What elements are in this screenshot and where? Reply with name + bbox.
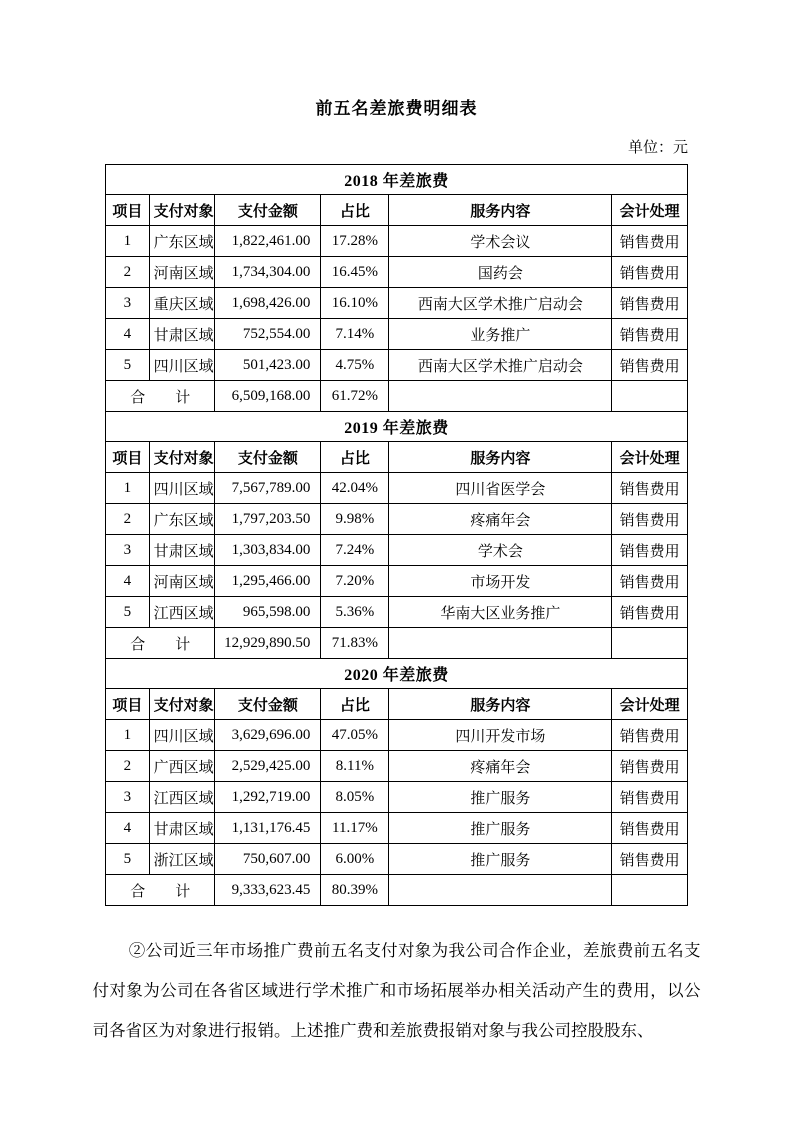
total-amount: 6,509,168.00 <box>215 381 321 412</box>
cell-ratio: 4.75% <box>321 350 389 381</box>
cell-service: 四川开发市场 <box>389 720 612 751</box>
cell-ratio: 5.36% <box>321 597 389 628</box>
cell-payee: 浙江区域 <box>149 844 215 875</box>
cell-payee: 四川区域 <box>149 473 215 504</box>
total-ratio: 80.39% <box>321 875 389 906</box>
cell-accounting: 销售费用 <box>612 813 688 844</box>
section-header-2019 <box>106 412 688 442</box>
cell-amount: 1,292,719.00 <box>215 782 321 813</box>
cell-ratio: 42.04% <box>321 473 389 504</box>
unit-label: 单位：元 <box>627 140 688 156</box>
cell-accounting: 销售费用 <box>612 257 688 288</box>
cell-ratio: 7.24% <box>321 535 389 566</box>
total-label: 合 计 <box>106 628 215 659</box>
cell-item: 1 <box>106 473 150 504</box>
col-header-service: 服务内容 <box>389 689 612 720</box>
cell-item: 5 <box>106 597 150 628</box>
cell-service: 推广服务 <box>389 782 612 813</box>
cell-accounting: 销售费用 <box>612 844 688 875</box>
cell-amount: 501,423.00 <box>215 350 321 381</box>
table-row <box>106 226 688 257</box>
cell-amount: 750,607.00 <box>215 844 321 875</box>
cell-payee: 广东区域 <box>149 504 215 535</box>
total-ratio: 61.72% <box>321 381 389 412</box>
section-year-label: 2020 年差旅费 <box>106 659 688 689</box>
cell-accounting: 销售费用 <box>612 566 688 597</box>
table-row <box>106 504 688 535</box>
cell-accounting: 销售费用 <box>612 473 688 504</box>
cell-ratio: 11.17% <box>321 813 389 844</box>
table-row <box>106 350 688 381</box>
table-row <box>106 257 688 288</box>
cell-ratio: 47.05% <box>321 720 389 751</box>
empty-cell <box>612 628 688 659</box>
cell-amount: 1,303,834.00 <box>215 535 321 566</box>
table-row <box>106 597 688 628</box>
empty-cell <box>389 628 612 659</box>
cell-amount: 1,797,203.50 <box>215 504 321 535</box>
total-row <box>106 381 688 412</box>
col-header-ratio: 占比 <box>321 195 389 226</box>
cell-accounting: 销售费用 <box>612 504 688 535</box>
cell-item: 4 <box>106 813 150 844</box>
col-header-ratio: 占比 <box>321 442 389 473</box>
page-title: 前五名差旅费明细表 <box>315 99 478 118</box>
empty-cell <box>389 875 612 906</box>
cell-service: 四川省医学会 <box>389 473 612 504</box>
footnote-paragraph: ②公司近三年市场推广费前五名支付对象为我公司合作企业，差旅费前五名支付对象为公司在各省区域进行学术推广和市场拓展举办相关活动产生的费用，以公司各省区为对象进行报销。上述推广费和差旅费报销对象与我公司控股股东、 <box>92 941 701 1040</box>
cell-service: 疼痛年会 <box>389 504 612 535</box>
cell-item: 5 <box>106 844 150 875</box>
section-header-2018 <box>106 165 688 195</box>
cell-item: 3 <box>106 535 150 566</box>
section-header-2020 <box>106 659 688 689</box>
cell-ratio: 6.00% <box>321 844 389 875</box>
col-header-payee: 支付对象 <box>149 689 215 720</box>
cell-amount: 965,598.00 <box>215 597 321 628</box>
cell-service: 西南大区学术推广启动会 <box>389 288 612 319</box>
cell-accounting: 销售费用 <box>612 288 688 319</box>
column-header-row <box>106 442 688 473</box>
col-header-accounting: 会计处理 <box>612 195 688 226</box>
cell-service: 业务推广 <box>389 319 612 350</box>
cell-service: 疼痛年会 <box>389 751 612 782</box>
cell-amount: 1,822,461.00 <box>215 226 321 257</box>
table-row <box>106 751 688 782</box>
col-header-item: 项目 <box>106 689 150 720</box>
cell-item: 1 <box>106 720 150 751</box>
travel-expense-table <box>105 164 688 906</box>
cell-payee: 甘肃区域 <box>149 535 215 566</box>
table-row <box>106 288 688 319</box>
col-header-amount: 支付金额 <box>215 689 321 720</box>
cell-item: 2 <box>106 257 150 288</box>
cell-amount: 1,698,426.00 <box>215 288 321 319</box>
col-header-service: 服务内容 <box>389 442 612 473</box>
col-header-accounting: 会计处理 <box>612 689 688 720</box>
cell-accounting: 销售费用 <box>612 597 688 628</box>
col-header-item: 项目 <box>106 195 150 226</box>
table-row <box>106 319 688 350</box>
cell-item: 3 <box>106 288 150 319</box>
cell-payee: 重庆区域 <box>149 288 215 319</box>
cell-payee: 四川区域 <box>149 350 215 381</box>
cell-accounting: 销售费用 <box>612 751 688 782</box>
total-amount: 9,333,623.45 <box>215 875 321 906</box>
cell-item: 1 <box>106 226 150 257</box>
cell-accounting: 销售费用 <box>612 319 688 350</box>
cell-amount: 752,554.00 <box>215 319 321 350</box>
cell-payee: 江西区域 <box>149 597 215 628</box>
cell-ratio: 7.20% <box>321 566 389 597</box>
section-year-label: 2019 年差旅费 <box>106 412 688 442</box>
cell-accounting: 销售费用 <box>612 782 688 813</box>
cell-ratio: 17.28% <box>321 226 389 257</box>
total-amount: 12,929,890.50 <box>215 628 321 659</box>
cell-service: 华南大区业务推广 <box>389 597 612 628</box>
total-label: 合 计 <box>106 875 215 906</box>
cell-payee: 河南区域 <box>149 566 215 597</box>
cell-ratio: 16.45% <box>321 257 389 288</box>
col-header-ratio: 占比 <box>321 689 389 720</box>
section-year-label: 2018 年差旅费 <box>106 165 688 195</box>
cell-item: 4 <box>106 319 150 350</box>
cell-item: 5 <box>106 350 150 381</box>
cell-accounting: 销售费用 <box>612 720 688 751</box>
cell-accounting: 销售费用 <box>612 350 688 381</box>
cell-service: 学术会 <box>389 535 612 566</box>
cell-payee: 河南区域 <box>149 257 215 288</box>
cell-payee: 广东区域 <box>149 226 215 257</box>
col-header-payee: 支付对象 <box>149 195 215 226</box>
cell-amount: 1,734,304.00 <box>215 257 321 288</box>
total-ratio: 71.83% <box>321 628 389 659</box>
col-header-payee: 支付对象 <box>149 442 215 473</box>
total-row <box>106 875 688 906</box>
cell-payee: 甘肃区域 <box>149 319 215 350</box>
empty-cell <box>612 381 688 412</box>
cell-payee: 甘肃区域 <box>149 813 215 844</box>
total-row <box>106 628 688 659</box>
table-row <box>106 844 688 875</box>
empty-cell <box>612 875 688 906</box>
cell-payee: 四川区域 <box>149 720 215 751</box>
cell-item: 3 <box>106 782 150 813</box>
table-row <box>106 566 688 597</box>
cell-amount: 7,567,789.00 <box>215 473 321 504</box>
cell-service: 市场开发 <box>389 566 612 597</box>
cell-ratio: 9.98% <box>321 504 389 535</box>
col-header-amount: 支付金额 <box>215 195 321 226</box>
col-header-item: 项目 <box>106 442 150 473</box>
table-row <box>106 782 688 813</box>
cell-amount: 2,529,425.00 <box>215 751 321 782</box>
cell-ratio: 8.05% <box>321 782 389 813</box>
table-row <box>106 535 688 566</box>
cell-service: 学术会议 <box>389 226 612 257</box>
cell-service: 推广服务 <box>389 813 612 844</box>
cell-payee: 广西区域 <box>149 751 215 782</box>
cell-service: 推广服务 <box>389 844 612 875</box>
cell-accounting: 销售费用 <box>612 226 688 257</box>
table-row <box>106 473 688 504</box>
cell-accounting: 销售费用 <box>612 535 688 566</box>
total-label: 合 计 <box>106 381 215 412</box>
col-header-service: 服务内容 <box>389 195 612 226</box>
cell-service: 国药会 <box>389 257 612 288</box>
cell-item: 2 <box>106 504 150 535</box>
cell-service: 西南大区学术推广启动会 <box>389 350 612 381</box>
cell-amount: 3,629,696.00 <box>215 720 321 751</box>
col-header-amount: 支付金额 <box>215 442 321 473</box>
table-row <box>106 720 688 751</box>
cell-ratio: 7.14% <box>321 319 389 350</box>
column-header-row <box>106 689 688 720</box>
cell-ratio: 8.11% <box>321 751 389 782</box>
cell-amount: 1,131,176.45 <box>215 813 321 844</box>
empty-cell <box>389 381 612 412</box>
cell-amount: 1,295,466.00 <box>215 566 321 597</box>
cell-payee: 江西区域 <box>149 782 215 813</box>
cell-item: 2 <box>106 751 150 782</box>
column-header-row <box>106 195 688 226</box>
cell-item: 4 <box>106 566 150 597</box>
col-header-accounting: 会计处理 <box>612 442 688 473</box>
cell-ratio: 16.10% <box>321 288 389 319</box>
table-row <box>106 813 688 844</box>
